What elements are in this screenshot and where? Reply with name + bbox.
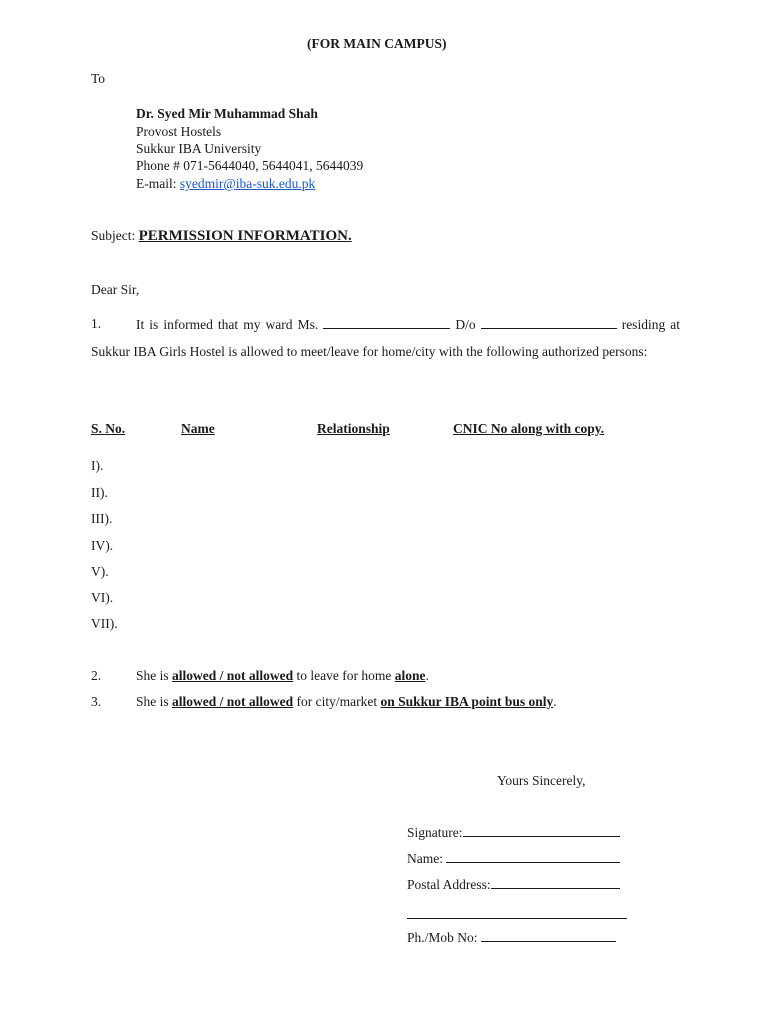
signature-line bbox=[407, 825, 620, 841]
para1-part3: residing at Sukkur IBA Girls Hostel is allowed to meet/leave for home/city with the following authorized persons: bbox=[91, 317, 680, 359]
table-row: VI). bbox=[91, 590, 114, 605]
item2-option[interactable]: allowed / not allowed bbox=[172, 668, 294, 683]
name-line bbox=[407, 851, 620, 867]
item3-option[interactable]: allowed / not allowed bbox=[172, 694, 294, 709]
table-row: VII). bbox=[91, 616, 118, 631]
phone-blank[interactable] bbox=[481, 930, 616, 942]
postal-address-second-blank[interactable] bbox=[407, 905, 627, 919]
item3-pre: She is bbox=[136, 694, 173, 709]
header-serial-no: S. No. bbox=[91, 421, 126, 436]
subject-line bbox=[91, 228, 352, 245]
table-row: V). bbox=[91, 564, 109, 579]
item2-pre: She is bbox=[136, 668, 173, 683]
item3-number: 3. bbox=[91, 694, 102, 709]
email-link[interactable]: syedmir@iba-suk.edu.pk bbox=[179, 176, 316, 191]
item3-emph: on Sukkur IBA point bus only bbox=[380, 694, 554, 709]
email-label: E-mail: bbox=[136, 176, 180, 191]
postal-address-line bbox=[407, 877, 620, 893]
para1-part2: D/o bbox=[450, 317, 481, 332]
addressee-designation: Provost Hostels bbox=[136, 124, 222, 139]
header-cnic: CNIC No along with copy. bbox=[453, 421, 605, 436]
phone-label: Ph./Mob No: bbox=[407, 930, 481, 945]
item3-post: . bbox=[553, 694, 557, 709]
para1-number: 1. bbox=[91, 316, 102, 331]
table-row: III). bbox=[91, 511, 113, 526]
signature-label: Signature: bbox=[407, 825, 463, 840]
salutation: Dear Sir, bbox=[91, 282, 140, 297]
subject-label: Subject: bbox=[91, 228, 139, 243]
para1-part1: It is informed that my ward Ms. bbox=[136, 317, 324, 332]
addressee-institution: Sukkur IBA University bbox=[136, 141, 262, 156]
item2-mid: to leave for home bbox=[293, 668, 395, 683]
para1-text bbox=[91, 312, 680, 365]
item2-number: 2. bbox=[91, 668, 102, 683]
item2-post: . bbox=[425, 668, 429, 683]
item3-mid: for city/market bbox=[293, 694, 381, 709]
ward-name-blank[interactable] bbox=[323, 317, 450, 329]
phone-line bbox=[407, 930, 616, 946]
item2-emph: alone bbox=[394, 668, 426, 683]
header-name: Name bbox=[181, 421, 215, 436]
addressee-email-line bbox=[136, 176, 315, 192]
closing: Yours Sincerely, bbox=[497, 773, 586, 788]
form-campus-heading: (FOR MAIN CAMPUS) bbox=[307, 36, 447, 51]
addressee-name: Dr. Syed Mir Muhammad Shah bbox=[136, 106, 318, 121]
name-label: Name: bbox=[407, 851, 447, 866]
to-label: To bbox=[91, 71, 106, 86]
subject-text: PERMISSION INFORMATION. bbox=[138, 228, 352, 244]
postal-address-label: Postal Address: bbox=[407, 877, 491, 892]
addressee-phone: Phone # 071-5644040, 5644041, 5644039 bbox=[136, 158, 364, 173]
header-relationship: Relationship bbox=[317, 421, 390, 436]
table-row: I). bbox=[91, 458, 104, 473]
name-blank[interactable] bbox=[446, 851, 620, 863]
table-row: IV). bbox=[91, 538, 114, 553]
signature-blank[interactable] bbox=[463, 825, 620, 837]
table-row: II). bbox=[91, 485, 108, 500]
item2-text bbox=[136, 668, 429, 684]
item3-text bbox=[136, 694, 557, 710]
father-name-blank[interactable] bbox=[481, 317, 617, 329]
postal-address-blank[interactable] bbox=[491, 877, 620, 889]
